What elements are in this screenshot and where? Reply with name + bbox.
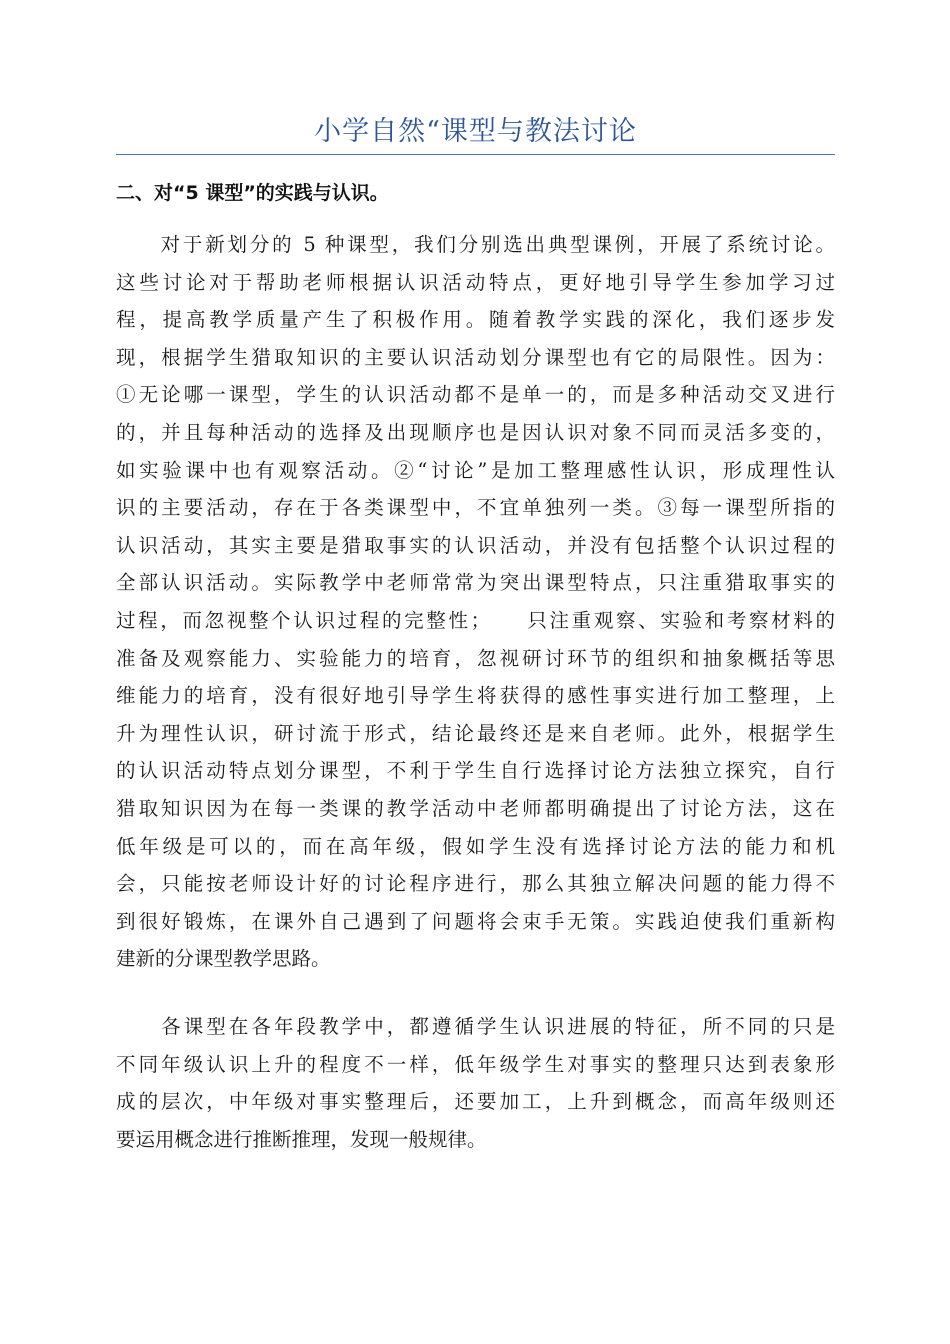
paragraph-line: 低年级是可以的，而在高年级，假如学生没有选择讨论方法的能力和机 <box>116 834 835 858</box>
paragraph-line: 全部认识活动。实际教学中老师常常为突出课型特点，只注重猎取事实的 <box>116 571 835 595</box>
paragraph-2 <box>116 1008 835 1158</box>
paragraph-line: 程，提高教学质量产生了积极作用。随着教学实践的深化，我们逐步发 <box>116 308 835 332</box>
paragraph-line: 的，并且每种活动的选择及出现顺序也是因认识对象不同而灵活多变的， <box>116 420 835 444</box>
paragraph-1 <box>116 226 835 978</box>
paragraph-line: 猎取知识因为在每一类课的教学活动中老师都明确提出了讨论方法，这在 <box>116 796 835 820</box>
title-underline <box>116 154 835 155</box>
paragraph-line: 会，只能按老师设计好的讨论程序进行，那么其独立解决问题的能力得不 <box>116 872 835 896</box>
paragraph-line: 各课型在各年段教学中，都遵循学生认识进展的特征，所不同的只是 <box>116 1015 835 1038</box>
paragraph-line: 到很好锻炼，在课外自己遇到了问题将会束手无策。实践迫使我们重新构 <box>116 909 835 933</box>
paragraph-line: 认识活动，其实主要是猎取事实的认识活动，并没有包括整个认识过程的 <box>116 533 835 557</box>
paragraph-line: 现，根据学生猎取知识的主要认识活动划分课型也有它的局限性。因为： <box>116 345 835 369</box>
paragraph-line: 准备及观察能力、实验能力的培育，忽视研讨环节的组织和抽象概括等思 <box>116 646 835 670</box>
paragraph-line: 要运用概念进行推断推理，发现一般规律。 <box>116 1127 487 1151</box>
document-title: 小学自然“课型与教法讨论 <box>314 116 637 147</box>
paragraph-line: 升为理性认识，研讨流于形式，结论最终还是来自老师。此外，根据学生 <box>116 721 835 745</box>
paragraph-line: 过程，而忽视整个认识过程的完整性； 只注重观察、实验和考察材料的 <box>116 608 835 632</box>
section-heading: 二、对“5 课型”的实践与认识。 <box>116 182 389 204</box>
paragraph-line: 建新的分课型教学思路。 <box>116 947 331 971</box>
paragraph-line: 这些讨论对于帮助老师根据认识活动特点，更好地引导学生参加学习过 <box>116 270 835 294</box>
paragraph-line: 的认识活动特点划分课型，不利于学生自行选择讨论方法独立探究，自行 <box>116 759 835 783</box>
paragraph-line: 成的层次，中年级对事实整理后，还要加工，上升到概念，而高年级则还 <box>116 1090 835 1114</box>
paragraph-line: 如实验课中也有观察活动。②“讨论”是加工整理感性认识，形成理性认 <box>116 458 835 482</box>
paragraph-line: 维能力的培育，没有很好地引导学生将获得的感性事实进行加工整理，上 <box>116 684 835 708</box>
paragraph-line: 识的主要活动，存在于各类课型中，不宜单独列一类。③每一课型所指的 <box>116 496 835 520</box>
paragraph-line: 对于新划分的 5 种课型，我们分别选出典型课例，开展了系统讨论。 <box>116 233 835 256</box>
paragraph-line: ①无论哪一课型，学生的认识活动都不是单一的，而是多种活动交叉进行 <box>116 383 835 407</box>
paragraph-line: 不同年级认识上升的程度不一样，低年级学生对事实的整理只达到表象形 <box>116 1052 835 1076</box>
